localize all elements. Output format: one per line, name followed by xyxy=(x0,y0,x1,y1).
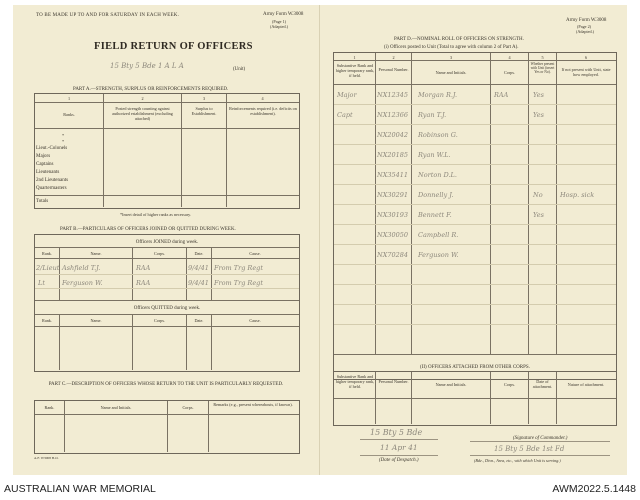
attached-header-corps: Corps. xyxy=(503,382,516,387)
despatch-date-label: (Date of Despatch.) xyxy=(379,458,419,463)
attached-header-date: Date of attachment. xyxy=(532,379,553,389)
part-c-title: PART C.—DESCRIPTION OF OFFICERS WHOSE RETURN TO THE UNIT IS PARTICULARLY REQUESTED. xyxy=(48,382,284,387)
formation-label: (Bde., Divn., Area, etc., with which Unit is serving.) xyxy=(474,458,561,463)
unit-handwritten: 15 Bty 5 Bde 1 A L A xyxy=(110,62,184,70)
attached-header-rank: Substantive Rank and higher temporary rank, if held. xyxy=(335,374,375,389)
top-instruction: TO BE MADE UP TO AND FOR SATURDAY IN EACH WEEK. xyxy=(36,13,180,18)
part-c-header-remarks: Remarks (e.g., present whereabouts, if known). xyxy=(213,402,293,407)
part-d-colnum-1: 1 xyxy=(353,55,356,60)
part-d-header-employed: If not present with Unit, state how employed. xyxy=(561,67,611,77)
part-d-header-name: Name and Initials. xyxy=(435,70,467,75)
roll-row-1-number: NX12345 xyxy=(377,91,408,99)
caption-bar xyxy=(0,479,640,500)
joined-header-rank: Rank. xyxy=(42,251,52,256)
part-d-colnum-3: 3 xyxy=(449,55,453,60)
roll-row-7-number: NX30193 xyxy=(377,211,408,219)
part-c-header-corps: Corps. xyxy=(182,405,194,410)
joined-header-name: Name. xyxy=(90,251,102,256)
part-b-title: PART B.—PARTICULARS OF OFFICERS JOINED OR QUITTED DURING WEEK. xyxy=(60,227,236,232)
part-a-footnote: *Insert detail of higher ranks as necessary. xyxy=(120,212,192,217)
roll-row-9-number: NX70284 xyxy=(377,251,408,259)
joined-row-2-corps: RAA xyxy=(136,279,151,287)
part-d-header-present: Whether present with Unit (insert Yes or No). xyxy=(530,62,555,75)
joined-label: Officers JOINED during week. xyxy=(135,240,199,245)
unit-label: (Unit) xyxy=(233,67,246,72)
roll-row-7-name: Bennett F. xyxy=(418,211,452,219)
joined-header-corps: Corps. xyxy=(153,251,166,256)
roll-row-7-present: Yes xyxy=(533,211,544,219)
quitted-header-cause: Cause. xyxy=(249,318,261,323)
despatch-unit-handwritten: 15 Bty 5 Bde xyxy=(370,428,423,437)
page-fold xyxy=(319,5,320,475)
page-number-left: (Page 1) xyxy=(272,19,287,24)
rank-majors: Majors xyxy=(36,154,51,159)
roll-row-9-name: Ferguson W. xyxy=(418,251,459,259)
printer-mark: A.F. W3008 B.O. xyxy=(34,456,59,460)
part-a-header-posted: Posted strength counting against authorized establishment (excluding attached) xyxy=(112,106,173,121)
roll-row-5-number: NX35411 xyxy=(377,171,408,179)
army-form-label-left: Army Form W.3008 xyxy=(263,12,304,17)
part-a-title: PART A.—STRENGTH, SURPLUS OR REINFORCEMENTS REQUIRED. xyxy=(73,87,229,92)
rank-2nd-lieutenants: 2nd Lieutenants xyxy=(36,178,69,183)
roll-row-2-number: NX12366 xyxy=(377,111,408,119)
part-c-header-name: Name and Initials. xyxy=(100,405,132,410)
attached-header-name: Name and Initials. xyxy=(435,382,467,387)
adapted-label-right: (Adapted.) xyxy=(576,29,595,34)
joined-row-1-name: Ashfield T.J. xyxy=(62,264,101,272)
part-d-subtitle: (i) Officers posted to Unit (Total to agree with column 2 of Part A). xyxy=(384,45,519,50)
page-number-right: (Page 2) xyxy=(577,24,592,29)
roll-row-6-name: Donnelly J. xyxy=(418,191,454,199)
roll-row-4-number: NX20185 xyxy=(377,151,408,159)
part-d-colnum-2: 2 xyxy=(392,55,395,60)
roll-row-3-name: Robinson G. xyxy=(418,131,458,139)
roll-row-1-corps: RAA xyxy=(494,91,509,99)
part-d-header-number: Personal Number. xyxy=(378,67,409,72)
part-a-colnum-4: 4 xyxy=(261,96,264,101)
part-d-header-corps: Corps. xyxy=(503,70,516,75)
rank-lieutenants: Lieutenants xyxy=(36,170,60,175)
part-d-colnum-6: 6 xyxy=(584,55,588,60)
roll-row-1-name: Morgan R.J. xyxy=(418,91,458,99)
part-a-colnum-1: 1 xyxy=(67,96,71,101)
roll-row-4-name: Ryan W.L. xyxy=(418,151,451,159)
signature-label: (Signature of Commander.) xyxy=(513,436,568,441)
joined-row-2-date: 9/4/41 xyxy=(188,279,209,287)
part-d-header-rank: Substantive Rank and higher temporary rank, if held. xyxy=(335,63,375,78)
roll-row-1-rank: Major xyxy=(337,91,357,99)
adapted-label-left: (Adapted.) xyxy=(270,24,289,29)
joined-row-2-cause: From Trg Regt xyxy=(214,279,263,287)
roll-row-2-rank: Capt xyxy=(337,111,353,119)
quitted-header-rank: Rank. xyxy=(42,318,52,323)
rank-captains: Captains xyxy=(36,162,54,167)
part-c-header-rank: Rank. xyxy=(44,405,55,410)
roll-row-2-present: Yes xyxy=(533,111,544,119)
roll-row-1-present: Yes xyxy=(533,91,544,99)
part-d-colnum-5: 5 xyxy=(541,55,544,60)
quitted-header-corps: Corps. xyxy=(153,318,166,323)
rank-lieut-colonels: Lieut.-Colonels xyxy=(36,146,68,151)
footer-institution: AUSTRALIAN WAR MEMORIAL xyxy=(4,483,156,495)
quitted-header-date: Date. xyxy=(194,318,204,323)
joined-row-2-name: Ferguson W. xyxy=(62,279,103,287)
attached-header-nature: Nature of attachment. xyxy=(567,382,605,387)
form-title: FIELD RETURN OF OFFICERS xyxy=(94,41,253,52)
command-handwritten: 15 Bty 5 Bde 1st Fd xyxy=(494,445,565,453)
quitted-label: Officers QUITTED during week. xyxy=(133,306,201,311)
roll-row-5-name: Norton D.L. xyxy=(418,171,457,179)
roll-row-2-name: Ryan T.J. xyxy=(418,111,447,119)
joined-row-1-rank: 2/Lieut xyxy=(36,264,60,272)
joined-header-cause: Cause. xyxy=(249,251,261,256)
part-d-colnum-4: 4 xyxy=(508,55,511,60)
joined-row-1-corps: RAA xyxy=(136,264,151,272)
joined-header-date: Date. xyxy=(194,251,204,256)
roll-row-6-number: NX30291 xyxy=(377,191,408,199)
roll-row-6-present: No xyxy=(533,191,543,199)
part-a-header-surplus: Surplus to Establishment. xyxy=(191,106,217,116)
rank-quartermasters: Quartermasters xyxy=(36,186,67,191)
attached-title: (II) OFFICERS ATTACHED FROM OTHER CORPS. xyxy=(420,365,530,370)
army-form-label-right: Army Form W.3008 xyxy=(566,18,607,23)
part-a-header-reinforcements: Reinforcements required (i.e. deficits on establishment). xyxy=(229,106,297,116)
despatch-date-handwritten: 11 Apr 41 xyxy=(380,443,418,452)
part-d-title: PART D.—NOMINAL ROLL OF OFFICERS ON STRENGTH. xyxy=(394,37,524,42)
joined-row-1-cause: From Trg Regt xyxy=(214,264,263,272)
roll-row-8-number: NX30050 xyxy=(377,231,408,239)
rank-totals: Totals xyxy=(36,199,49,204)
roll-row-8-name: Campbell R. xyxy=(418,231,459,239)
joined-row-1-date: 9/4/41 xyxy=(188,264,209,272)
footer-accession-number: AWM2022.5.1448 xyxy=(552,483,636,495)
part-a-colnum-3: 3 xyxy=(202,96,206,101)
roll-row-3-number: NX20042 xyxy=(377,131,408,139)
quitted-header-name: Name. xyxy=(90,318,102,323)
roll-row-6-employed: Hosp. sick xyxy=(560,191,595,199)
part-a-header-rank: Ranks. xyxy=(63,112,75,117)
part-a-colnum-2: 2 xyxy=(141,96,144,101)
joined-row-2-rank: Lt xyxy=(38,279,45,287)
attached-header-number: Personal Number. xyxy=(378,379,409,384)
